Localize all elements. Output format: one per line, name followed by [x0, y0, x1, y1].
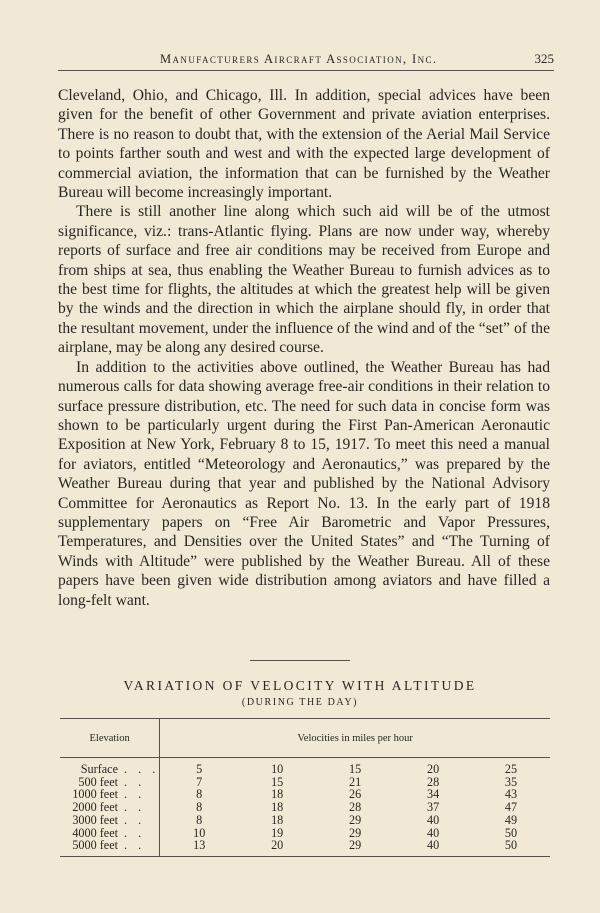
velocity-cell: 40: [426, 812, 440, 827]
leader-dots: . .: [124, 838, 146, 853]
velocity-cell: 37: [426, 800, 440, 815]
table-header-row: [60, 719, 550, 758]
table-subtitle: (DURING THE DAY): [241, 697, 359, 708]
row-label: [60, 801, 160, 814]
row-label: [60, 814, 160, 827]
velocity-cell: 18: [271, 800, 284, 815]
leader-dots: . .: [124, 825, 146, 840]
leader-dots: . .: [124, 812, 146, 827]
velocity-cell: 29: [316, 839, 394, 856]
velocity-cell: 8: [196, 787, 203, 802]
velocity-cell: 28: [426, 774, 440, 789]
velocity-cell: 20: [238, 839, 316, 856]
velocity-cell: 15: [271, 774, 284, 789]
table-row: [60, 839, 550, 856]
velocity-cell: 8: [196, 812, 203, 827]
column-header-elevation: Elevation: [60, 719, 160, 758]
leader-dots: . .: [124, 787, 146, 802]
velocity-cell: 50: [504, 825, 518, 840]
leader-dots: . . .: [124, 762, 160, 776]
velocity-cell: 35: [504, 774, 518, 789]
velocity-cell: 19: [271, 825, 284, 840]
velocity-cell: 26: [349, 787, 362, 802]
velocity-cell: 10: [271, 762, 284, 776]
table-row: [60, 758, 550, 776]
velocity-cell: 50: [472, 839, 550, 856]
velocity-cell: 21: [349, 774, 362, 789]
elevation-label: 2000 feet: [72, 800, 118, 815]
elevation-label: 500 feet: [78, 774, 118, 789]
table-row: [60, 801, 550, 814]
paragraph: In addition to the activities above outlined, the Weather Bureau has had numerous calls for data showing average free-air conditions in their relation to surface pressure distribution, etc. The need for such data in concise form was shown to be particularly urgent during the First Pan-American Aeronautic Exposition at New York, February 8 to 15, 1917. To meet this need a manual for aviators, entitled “Meteorology and Aeronautics,” was prepared by the Weather Bureau during that year and published by the National Advisory Committee for Aeronautics as Report No. 13. In the early part of 1918 supplementary papers on “Free Air Barometric and Vapor Pressures, Temperatures, and Densities over the United States” and “The Turning of Winds with Altitude” were published by the Weather Bureau. All of these papers have been given wide distribution among aviators and have filled a long-felt want.: [58, 358, 550, 609]
running-head: Manufacturers Aircraft Association, Inc.: [160, 52, 438, 66]
velocity-cell: 18: [271, 812, 284, 827]
velocity-table: [60, 718, 550, 857]
velocity-cell: 8: [196, 800, 203, 815]
velocity-cell: 20: [426, 762, 440, 776]
velocity-cell: 5: [196, 762, 203, 776]
elevation-label: Surface: [80, 762, 118, 776]
page-header: [58, 50, 554, 71]
elevation-label: 3000 feet: [72, 812, 118, 827]
elevation-label: 4000 feet: [72, 825, 118, 840]
velocity-cell: 43: [504, 787, 518, 802]
velocity-cell: 18: [271, 787, 284, 802]
velocity-cell: 15: [349, 762, 362, 776]
table-title: VARIATION OF VELOCITY WITH ALTITUDE: [123, 678, 477, 693]
velocity-cell: 40: [394, 839, 472, 856]
elevation-label: 1000 feet: [72, 787, 118, 802]
body-text: [58, 86, 550, 610]
data-table: [60, 718, 550, 857]
paragraph: There is still another line along which such aid will be of the utmost significance, viz.: trans-Atlantic flying. Plans are now under way, whereby reports of surface and free air conditions may be received from Europe and from ships at sea, thus enabling the Weather Bureau to furnish advices as to the best time for flights, the altitudes at which the greatest help will be given by the winds and the direction in which the airplane should fly, in order that the resultant movement, under the influence of the wind and of the “set” of the airplane, may be along any desired course.: [58, 203, 550, 357]
velocity-cell: 25: [504, 762, 518, 776]
leader-dots: . .: [124, 774, 146, 789]
velocity-cell: 13: [160, 839, 238, 856]
velocity-cell: 47: [504, 800, 518, 815]
velocity-cell: 49: [504, 812, 518, 827]
page-number: 325: [534, 51, 554, 66]
velocity-cell: 10: [193, 825, 206, 840]
velocity-cell: 34: [426, 787, 440, 802]
table-body: [60, 758, 550, 857]
table-row: [60, 814, 550, 827]
elevation-label: 5000 feet: [72, 838, 118, 853]
row-label: [60, 839, 160, 856]
velocity-cell: 40: [426, 825, 440, 840]
row-label: [60, 758, 160, 776]
velocity-cell: 7: [196, 774, 203, 789]
velocity-cell: 29: [349, 812, 362, 827]
leader-dots: . .: [124, 800, 146, 815]
velocity-cell: 28: [349, 800, 362, 815]
column-header-velocities: Velocities in miles per hour: [160, 719, 550, 758]
paragraph: Cleveland, Ohio, and Chicago, Ill. In addition, special advices have been given for the benefit of other Government and private aviation enterprises. There is no reason to doubt that, with the extension of the Aerial Mail Service to points farther south and west and with the expected large development of commercial aviation, the information that can be furnished by the Weather Bureau will become increasingly important.: [58, 87, 550, 202]
velocity-cell: 29: [349, 825, 362, 840]
section-divider: [250, 660, 350, 661]
